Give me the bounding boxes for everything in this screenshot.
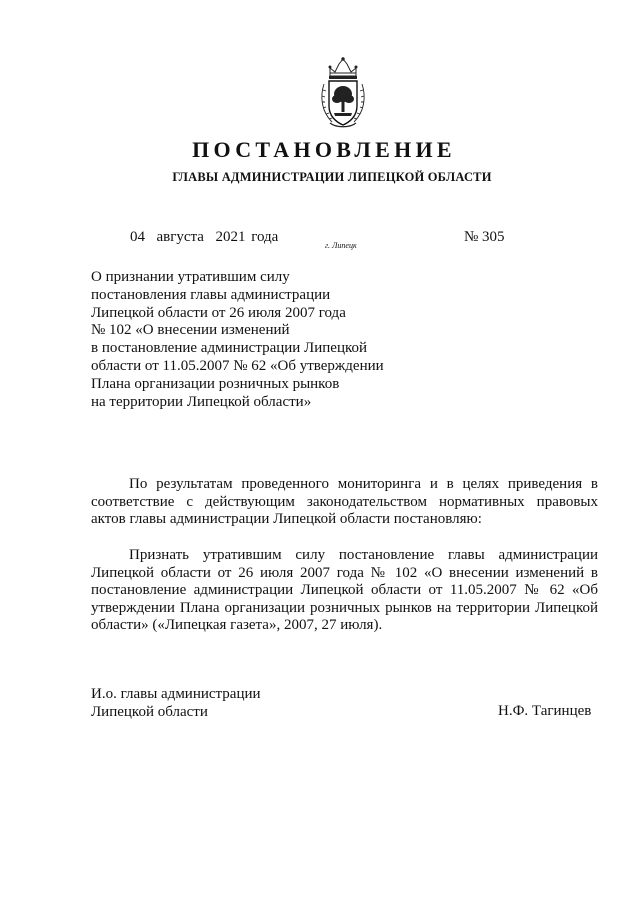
document-subtitle: ГЛАВЫ АДМИНИСТРАЦИИ ЛИПЕЦКОЙ ОБЛАСТИ bbox=[172, 170, 492, 184]
subject-line: в постановление администрации Липецкой bbox=[91, 340, 368, 357]
subject-line: Плана организации розничных рынков bbox=[91, 375, 340, 392]
paragraph-line: утверждении Плана организации розничных рынков на территории Липецкой bbox=[91, 599, 598, 616]
body-paragraph-1 bbox=[91, 476, 598, 529]
signature-name: Н.Ф. Тагинцев bbox=[498, 703, 592, 719]
paragraph-line: актов главы администрации Липецкой области постановляю: bbox=[91, 511, 482, 528]
paragraph-line: соответствие с действующим законодательством нормативных правовых bbox=[91, 493, 598, 510]
signature-position-line: Липецкой области bbox=[91, 704, 208, 720]
subject-line: на территории Липецкой области» bbox=[91, 393, 312, 410]
subject-line: Липецкой области от 26 июля 2007 года bbox=[91, 304, 346, 321]
subject-line: постановления главы администрации bbox=[91, 286, 331, 303]
paragraph-line: области» («Липецкая газета», 2007, 27 июля). bbox=[91, 617, 383, 634]
subject-line: О признании утратившим силу bbox=[91, 269, 290, 285]
paragraph-line: Липецкой области от 26 июля 2007 года № 102 «О внесении изменений в bbox=[91, 564, 598, 581]
body-paragraph-2 bbox=[91, 547, 598, 635]
document-title: ПОСТАНОВЛЕНИЕ bbox=[192, 137, 456, 162]
document-number: № 305 bbox=[464, 229, 505, 245]
document-date: 04 августа 2021 года bbox=[130, 229, 279, 245]
paragraph-line: постановление администрации Липецкой области от 11.05.2007 № 62 «Об bbox=[91, 582, 598, 599]
coat-of-arms-icon bbox=[318, 56, 368, 130]
paragraph-line: По результатам проведенного мониторинга и в целях приведения в bbox=[129, 476, 598, 492]
signature-position-line: И.о. главы администрации bbox=[91, 686, 261, 702]
document-subject bbox=[91, 269, 411, 411]
subject-line: области от 11.05.2007 № 62 «Об утверждении bbox=[91, 357, 384, 374]
document-city: г. Липецк bbox=[325, 241, 357, 250]
paragraph-line: Признать утратившим силу постановление главы администрации bbox=[129, 547, 598, 563]
subject-line: № 102 «О внесении изменений bbox=[91, 322, 290, 339]
signature-position bbox=[91, 685, 261, 721]
